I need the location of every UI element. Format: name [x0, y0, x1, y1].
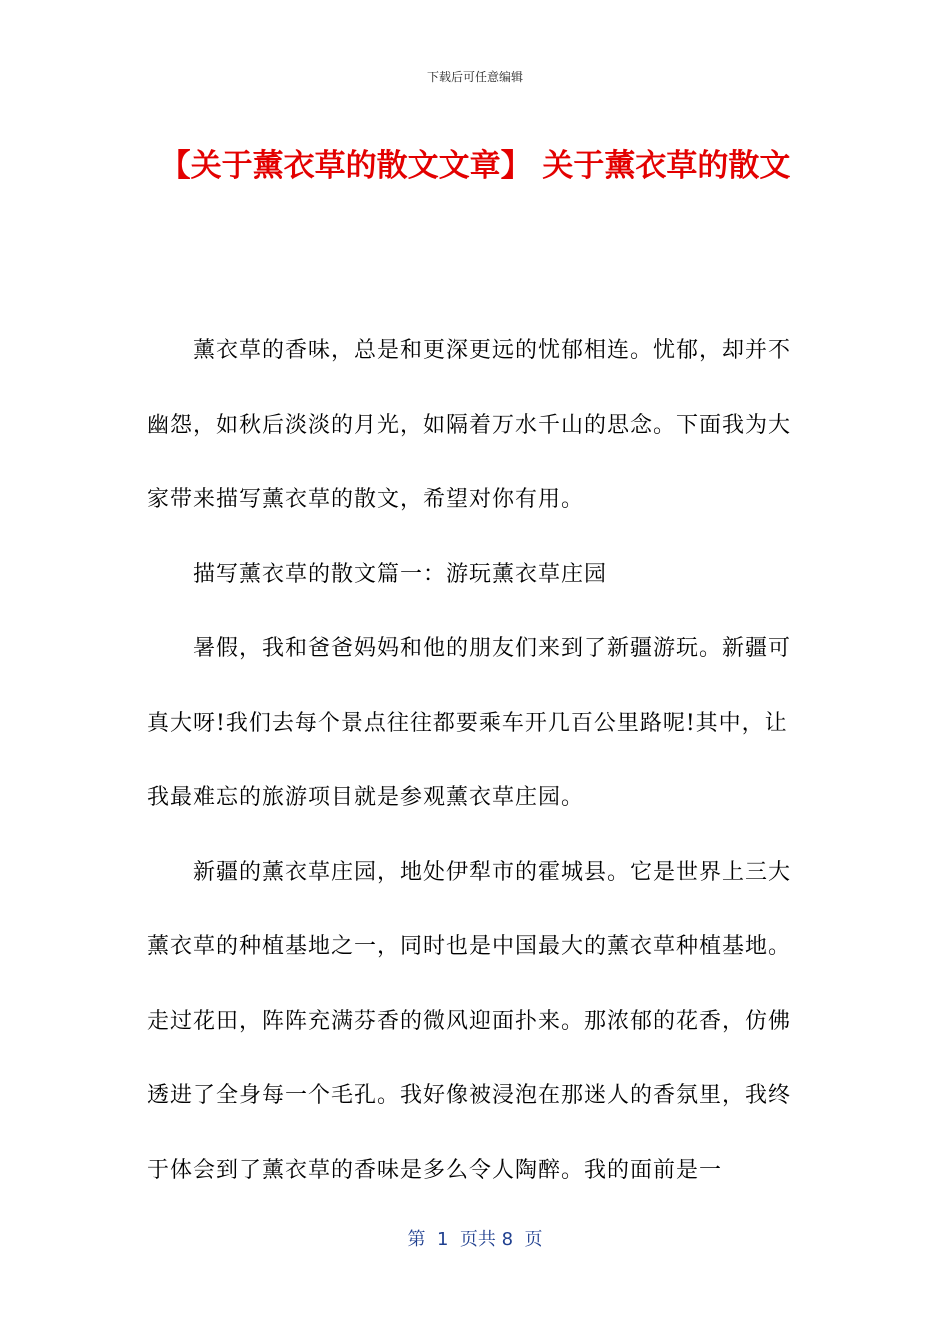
paragraph-summer-trip: 暑假，我和爸爸妈妈和他的朋友们来到了新疆游玩。新疆可真大呀!我们去每个景点往往都要乘车开几百公里路呢!其中，让我最难忘的旅游项目就是参观薰衣草庄园。: [147, 636, 792, 810]
paragraph-section-heading: 描写薰衣草的散文篇一：游玩薰衣草庄园: [193, 561, 608, 587]
paragraph-lavender-manor: 新疆的薰衣草庄园，地处伊犁市的霍城县。它是世界上三大薰衣草的种植基地之一，同时也是中国最大的薰衣草种植基地。走过花田，阵阵充满芬香的微风迎面扑来。那浓郁的花香，仿佛透进了全身每一个毛孔。我好像被浸泡在那迷人的香氛里，我终于体会到了薰衣草的香味是多么令人陶醉。我的面前是一: [147, 859, 792, 1183]
body-text: [147, 314, 807, 1208]
paragraph-intro: 薰衣草的香味，总是和更深更远的忧郁相连。忧郁，却并不幽怨，如秋后淡淡的月光，如隔着万水千山的思念。下面我为大家带来描写薰衣草的散文，希望对你有用。: [147, 338, 792, 512]
page-number-footer: 第 1 页共 8 页: [407, 1229, 543, 1250]
page-title: 【关于薰衣草的散文文章】 关于薰衣草的散文: [159, 148, 791, 184]
header-note: 下载后可任意编辑: [426, 70, 523, 84]
